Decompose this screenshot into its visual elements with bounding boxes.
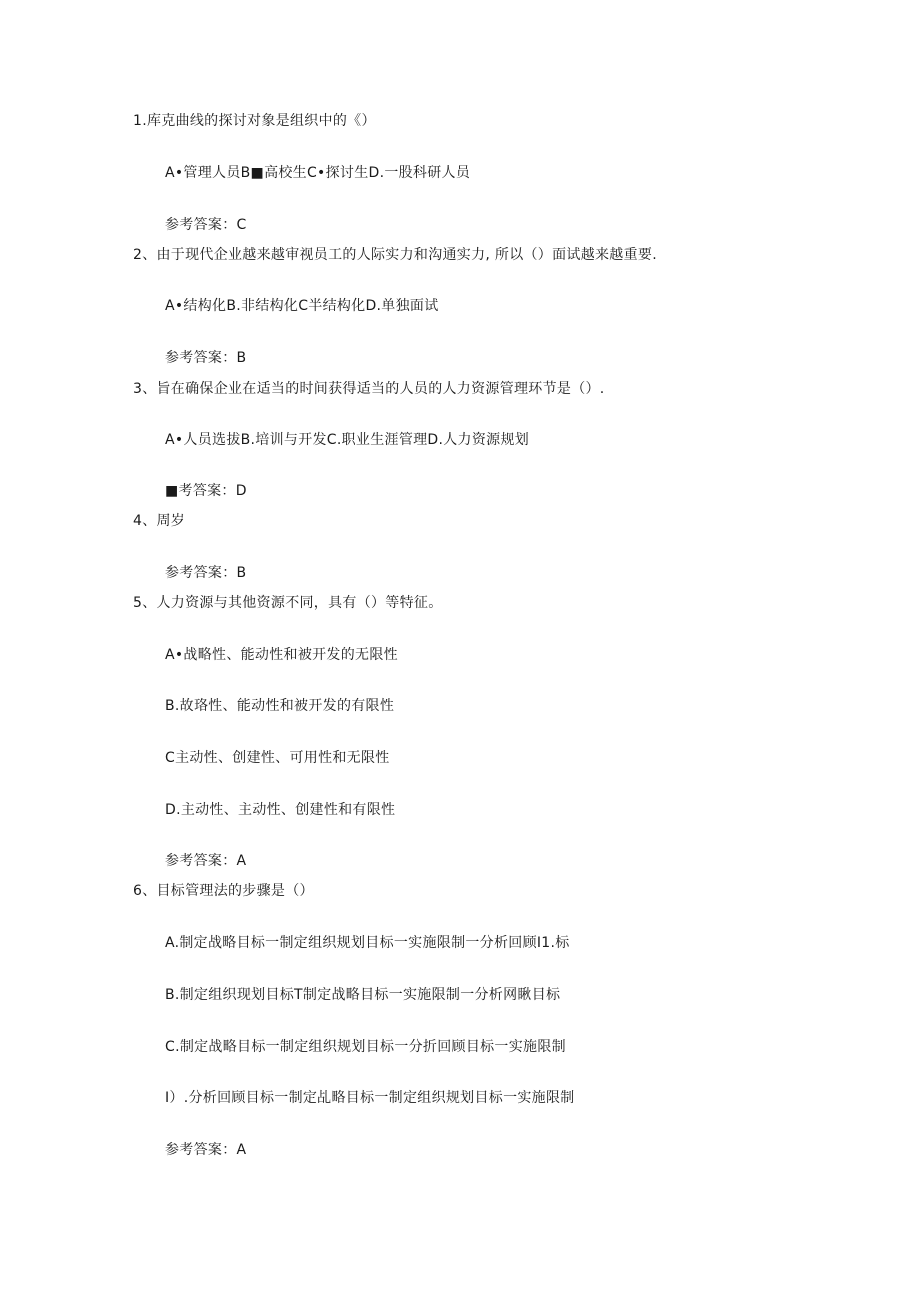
- question-3-answer: ■考答案：D: [165, 483, 247, 499]
- question-6-stem: 6、目标管理法的步骤是（）: [133, 883, 314, 899]
- question-2-options: A•结构化B.非结构化C半结构化D.单独面试: [165, 298, 439, 314]
- question-4-stem: 4、周岁: [133, 513, 186, 529]
- question-5-option-a: A•战略性、能动性和被开发的无限性: [165, 647, 398, 663]
- question-6-option-c: C.制定战略目标一制定组织规划目标一分折回顾目标一实施限制: [165, 1039, 566, 1055]
- question-6-answer: 参考答案：A: [165, 1142, 247, 1158]
- question-5-stem: 5、人力资源与其他资源不同，具有（）等特征。: [133, 595, 443, 611]
- question-5-answer: 参考答案：A: [165, 853, 247, 869]
- question-5-option-c: C主动性、创建性、可用性和无限性: [165, 750, 390, 766]
- question-1-stem: 1.库克曲线的探讨对象是组织中的《）: [133, 113, 376, 129]
- question-4-answer: 参考答案：B: [165, 565, 247, 581]
- question-6-option-d: I）.分析回顾目标一制定乩略目标一制定组织规划目标一实施限制: [165, 1090, 575, 1106]
- question-1-answer: 参考答案：C: [165, 217, 247, 233]
- question-5-option-b: B.故珞性、能动性和被开发的有限性: [165, 698, 395, 714]
- question-6-option-b: B.制定组织现划目标T制定战略目标一实施限制一分析网瞅目标: [165, 987, 561, 1003]
- question-2-stem: 2、由于现代企业越来越审视员工的人际实力和沟通实力, 所以（）面试越来越重要.: [133, 247, 657, 263]
- question-6-option-a: A.制定战略目标一制定组织规划目标一实施限制一分析回顾I1.标: [165, 935, 570, 951]
- question-3-stem: 3、旨在确保企业在适当的时间获得适当的人员的人力资源管理环节是（）.: [133, 381, 605, 397]
- question-2-answer: 参考答案：B: [165, 350, 247, 366]
- question-3-options: A•人员选拔B.培训与开发C.职业生涯管理D.人力资源规划: [165, 432, 530, 448]
- question-5-option-d: D.主动性、主动性、创建性和有限性: [165, 802, 396, 818]
- question-1-options: A•管理人员B■高校生C•探讨生D.一股科研人员: [165, 165, 471, 181]
